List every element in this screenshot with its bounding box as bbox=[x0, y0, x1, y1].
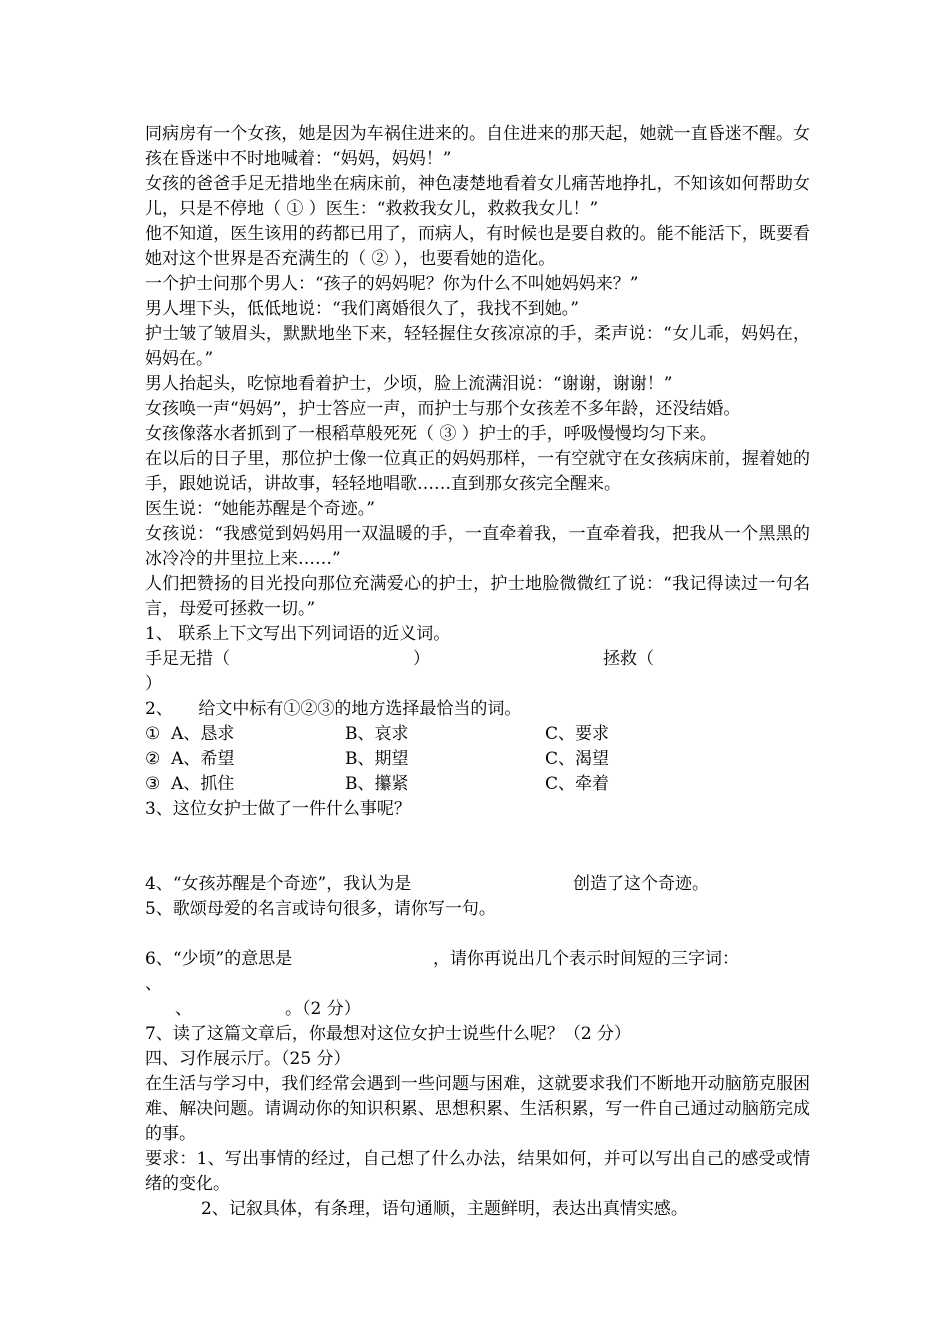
synonym-close-b: ） bbox=[145, 674, 162, 694]
choice-row bbox=[145, 722, 810, 747]
story-paragraph: 女孩说：“我感觉到妈妈用一双温暖的手，一直牵着我，一直牵着我，把我从一个黑黑的冰冷冷的井里拉上来……” bbox=[145, 524, 810, 569]
synonym-label-a: 手足无措（ bbox=[145, 649, 230, 669]
choice-option-a: ③ A、抓住 bbox=[145, 774, 235, 794]
choice-option-c: C、要求 bbox=[545, 724, 610, 744]
story-paragraph: 医生说：“她能苏醒是个奇迹。” bbox=[145, 499, 375, 519]
question-4-start: 4、“女孩苏醒是个奇迹”，我认为是 bbox=[145, 874, 412, 894]
question-6 bbox=[145, 947, 810, 972]
blank-marker: ③ bbox=[145, 774, 161, 794]
question-1-wrap-line bbox=[145, 672, 810, 697]
story-paragraph: 一个护士问那个男人：“孩子的妈妈呢？你为什么不叫她妈妈来？” bbox=[145, 274, 639, 294]
section-4-intro: 在生活与学习中，我们经常会遇到一些问题与困难，这就要求我们不断地开动脑筋克服困难、解决问题。请调动你的知识积累、思想积累、生活积累，写一件自己通过动脑筋完成的事。 bbox=[145, 1074, 810, 1144]
story-paragraph: 女孩唤一声“妈妈”，护士答应一声，而护士与那个女孩差不多年龄，还没结婚。 bbox=[145, 399, 741, 419]
question-1-prompt: 1、 联系上下文写出下列词语的近义词。 bbox=[145, 624, 451, 644]
question-6-start: 6、“少顷”的意思是 bbox=[145, 949, 293, 969]
question-2-prompt: 2、 给文中标有①②③的地方选择最恰当的词。 bbox=[145, 699, 522, 719]
question-4 bbox=[145, 872, 810, 897]
story-paragraph: 男人埋下头，低低地说：“我们离婚很久了，我找不到她。” bbox=[145, 299, 579, 319]
section-4-requirement-2: 2、记叙具体，有条理，语句通顺，主题鲜明，表达出真情实感。 bbox=[201, 1199, 688, 1219]
blank-marker: ① bbox=[145, 724, 161, 744]
story-paragraph: 护士皱了皱眉头，默默地坐下来，轻轻握住女孩凉凉的手，柔声说：“女儿乖，妈妈在，妈妈在。” bbox=[145, 324, 810, 369]
question-4-end: 创造了这个奇迹。 bbox=[573, 874, 709, 894]
choice-row bbox=[145, 747, 810, 772]
question-6-end: ，请你再说出几个表示时间短的三字词： bbox=[433, 949, 739, 969]
question-6-separator: 、 bbox=[175, 999, 192, 1019]
choice-option-c: C、牵着 bbox=[545, 774, 610, 794]
document-page bbox=[145, 122, 810, 1222]
question-6-line-3 bbox=[145, 997, 810, 1022]
question-7: 7、读了这篇文章后，你最想对这位女护士说些什么呢？（2 分） bbox=[145, 1024, 632, 1044]
question-5: 5、歌颂母爱的名言或诗句很多，请你写一句。 bbox=[145, 899, 496, 919]
question-6-score: 。（2 分） bbox=[285, 999, 361, 1019]
question-6-separator: 、 bbox=[145, 974, 162, 994]
answer-space bbox=[145, 847, 810, 872]
answer-space bbox=[145, 822, 810, 847]
story-paragraph: 同病房有一个女孩，她是因为车祸住进来的。自住进来的那天起，她就一直昏迷不醒。女孩在昏迷中不时地喊着：“妈妈，妈妈！” bbox=[145, 124, 810, 169]
synonym-label-b: 拯救（ bbox=[603, 649, 654, 669]
choice-option-b: B、期望 bbox=[345, 749, 409, 769]
question-6-line-2 bbox=[145, 972, 810, 997]
choice-option-a: ② A、希望 bbox=[145, 749, 235, 769]
synonym-close-a: ） bbox=[413, 649, 430, 669]
choice-row bbox=[145, 772, 810, 797]
answer-space bbox=[145, 922, 810, 947]
story-text bbox=[145, 122, 810, 622]
choice-option-c: C、渴望 bbox=[545, 749, 610, 769]
story-paragraph: 女孩的爸爸手足无措地坐在病床前，神色凄楚地看着女儿痛苦地挣扎，不知该如何帮助女儿，只是不停地（ ① ）医生：“救救我女儿，救救我女儿！” bbox=[145, 174, 810, 219]
story-paragraph: 男人抬起头，吃惊地看着护士，少顷，脸上流满泪说：“谢谢，谢谢！” bbox=[145, 374, 673, 394]
blank-marker: ② bbox=[145, 749, 161, 769]
section-4-title: 四、习作展示厅。（25 分） bbox=[145, 1049, 351, 1069]
story-paragraph: 人们把赞扬的目光投向那位充满爱心的护士，护士地脸微微红了说：“我记得读过一句名言，母爱可拯救一切。” bbox=[145, 574, 810, 619]
section-4-requirement-1: 要求：1、写出事情的经过，自己想了什么办法，结果如何，并可以写出自己的感受或情绪的变化。 bbox=[145, 1149, 810, 1194]
question-3: 3、这位女护士做了一件什么事呢？ bbox=[145, 799, 411, 819]
story-paragraph: 女孩像落水者抓到了一根稻草般死死（ ③ ）护士的手，呼吸慢慢均匀下来。 bbox=[145, 424, 717, 444]
story-paragraph: 在以后的日子里，那位护士像一位真正的妈妈那样，一有空就守在女孩病床前，握着她的手，跟她说话，讲故事，轻轻地唱歌……直到那女孩完全醒来。 bbox=[145, 449, 810, 494]
question-1-answer-line bbox=[145, 647, 810, 672]
choice-option-a: ① A、恳求 bbox=[145, 724, 235, 744]
story-paragraph: 他不知道，医生该用的药都已用了，而病人，有时候也是要自救的。能不能活下，既要看她对这个世界是否充满生的（ ② ），也要看她的造化。 bbox=[145, 224, 810, 269]
choice-option-b: B、攥紧 bbox=[345, 774, 409, 794]
choice-option-b: B、哀求 bbox=[345, 724, 409, 744]
